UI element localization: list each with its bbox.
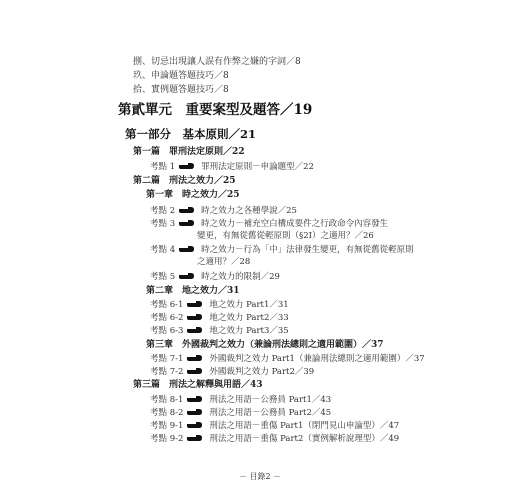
entry-text: 之適用？／28 [197,257,251,267]
entry-label: 考點 8-1 [150,395,184,405]
toc-kaodian [150,395,331,405]
entry-text: 地之效力 Part1／31 [209,300,289,310]
pointing-hand-icon [179,206,195,214]
toc-kaodian [150,245,414,255]
toc-kaodian [150,326,289,336]
entry-text: 外國裁判之效力 Part2／39 [209,367,315,377]
entry-label: 第二章 [146,286,174,296]
entry-label: 考點 5 [150,272,176,282]
toc-chapter [146,287,240,296]
toc-kaodian [150,300,289,310]
toc-kaodian [150,408,331,418]
entry-text: 罪刑法定原則－申論題型／22 [201,162,314,172]
toc-kaodian [150,272,280,282]
entry-label: 考點 6-3 [150,326,184,336]
entry-label: 第三篇 [133,380,161,390]
entry-label: 第一篇 [133,147,161,157]
entry-text: 刑法之用語－公務員 Part2／45 [209,408,332,418]
toc-continuation [197,232,374,241]
pointing-hand-icon [187,313,203,321]
entry-text: 時之效力－補充空白構成要件之行政命令內容發生 [201,219,389,229]
entry-text: 刑法之用語－重傷 Part1（閉門見山申論型）／47 [209,421,400,431]
entry-label: 考點 6-1 [150,300,184,310]
toc-section [133,381,263,390]
entry-text: 刑法之解釋與用語／43 [169,380,263,390]
toc-kaodian [150,421,399,431]
pointing-hand-icon [179,245,195,253]
entry-text: 外國裁判之效力（兼論刑法總則之適用範圍）／37 [182,340,384,350]
toc-section [133,148,245,157]
toc-kaodian [150,313,289,323]
entry-label: 第二篇 [133,176,161,186]
entry-text: 地之效力 Part3／35 [209,326,289,336]
entry-label: 考點 1 [150,162,176,172]
entry-label: 第一章 [146,190,174,200]
entry-text: 地之效力 Part2／33 [209,313,289,323]
entry-text: 時之效力之各種學說／25 [201,206,297,216]
toc-kaodian [150,367,314,377]
entry-text: 刑法之用語－公務員 Part1／43 [209,395,332,405]
entry-label: 考點 2 [150,206,176,216]
intro-item: 捌、切忌出現讓人誤有作弊之嫌的字詞／8 [133,57,301,67]
pointing-hand-icon [187,354,203,362]
intro-item: 拾、實例題答題技巧／8 [133,85,229,95]
page-footer: － 目錄2 － [238,472,282,481]
pointing-hand-icon [187,395,203,403]
toc-chapter [146,341,384,350]
entry-text: 外國裁判之效力 Part1（兼論刑法總則之適用範圍）／37 [209,354,425,364]
toc-kaodian [150,219,388,229]
toc-kaodian [150,162,314,172]
unit-title: 第貳單元 重要案型及題答／19 [118,102,313,118]
toc-kaodian [150,354,425,364]
pointing-hand-icon [179,162,195,170]
pointing-hand-icon [187,326,203,334]
pointing-hand-icon [187,421,203,429]
entry-label: 考點 6-2 [150,313,184,323]
part-title: 第一部分 基本原則／21 [125,127,257,141]
entry-label: 考點 9-1 [150,421,184,431]
pointing-hand-icon [187,300,203,308]
entry-label: 考點 7-1 [150,354,184,364]
toc-chapter [146,191,240,200]
intro-item: 玖、申論題答題技巧／8 [133,71,229,81]
entry-label: 考點 7-2 [150,367,184,377]
pointing-hand-icon [179,219,195,227]
pointing-hand-icon [179,272,195,280]
entry-label: 考點 9-2 [150,434,184,444]
entry-text: 時之效力的限制／29 [201,272,280,282]
entry-text: 罪刑法定原則／22 [169,147,245,157]
entry-text: 刑法之效力／25 [169,176,236,186]
entry-text: 變更，有無從舊從輕原則（§2Ⅰ）之適用？／26 [197,231,374,241]
pointing-hand-icon [187,434,203,442]
entry-text: 時之效力／25 [182,190,240,200]
pointing-hand-icon [187,367,203,375]
pointing-hand-icon [187,408,203,416]
entry-label: 考點 8-2 [150,408,184,418]
entry-text: 刑法之用語－重傷 Part2（實例解析說理型）／49 [209,434,400,444]
toc-kaodian [150,434,399,444]
entry-label: 考點 4 [150,245,176,255]
entry-text: 地之效力／31 [182,286,240,296]
toc-kaodian [150,206,297,216]
toc-section [133,177,236,186]
entry-text: 時之效力－行為「中」法律發生變更，有無從舊從輕原則 [201,245,414,255]
entry-label: 第三章 [146,340,174,350]
toc-continuation [197,258,250,267]
entry-label: 考點 3 [150,219,176,229]
